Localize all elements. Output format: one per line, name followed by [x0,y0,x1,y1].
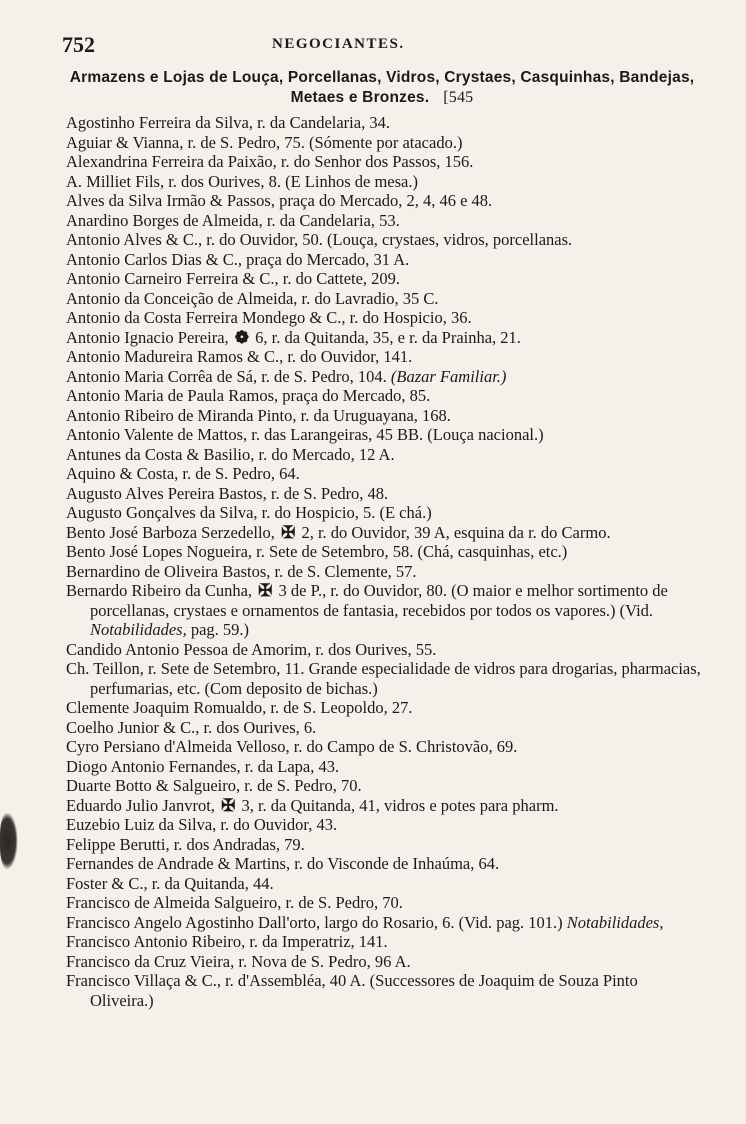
entry-text: Antonio Maria de Paula Ramos, praça do Mercado, 85. [66,386,431,405]
entry-text: Antonio da Conceição de Almeida, r. do Lavradio, 35 C. [66,288,439,308]
entry-text: Antonio Valente de Mattos, r. das Larangeiras, 45 BB. (Louça nacional.) [66,425,544,444]
directory-entry [66,289,702,309]
directory-entry [66,659,702,698]
entry-text: Duarte Botto & Salgueiro, r. de S. Pedro, 70. [66,776,362,795]
entry-text: A. Milliet Fils, r. dos Ourives, 8. (E Linhos de mesa.) [66,171,418,191]
entry-text: 2, r. do Ouvidor, 39 A, esquina da r. do Carmo. [301,522,611,542]
entry-text: Francisco de Almeida Salgueiro, r. de S. Pedro, 70. [66,893,403,912]
directory-entry [66,542,702,562]
directory-entry [66,250,702,270]
entry-text: Aguiar & Vianna, r. de S. Pedro, 75. (Sómente por atacado.) [66,132,463,152]
decoration-mark-icon: ✠ [221,795,236,815]
entry-text: Antonio Alves & C., r. do Ouvidor, 50. (Louça, crystaes, vidros, porcellanas. [66,230,573,249]
directory-entry [66,269,702,289]
entry-text: 3, r. da Quitanda, 41, vidros e potes para pharm. [241,795,559,815]
directory-entry [66,425,702,445]
entry-text: Antonio Carlos Dias & C., praça do Mercado, 31 A. [66,249,410,269]
entry-text: Antunes da Costa & Basilio, r. do Mercado, 12 A. [66,444,395,464]
entry-text: (Bazar Familiar.) [390,366,507,386]
directory-entry [66,523,702,543]
section-number: [545 [443,89,474,106]
directory-entry [66,640,702,660]
directory-entry [66,386,702,406]
entry-text: Clemente Joaquim Romualdo, r. de S. Leopoldo, 27. [66,698,413,717]
entry-text: Antonio Carneiro Ferreira & C., r. do Cattete, 209. [66,269,401,288]
directory-entry [66,172,702,192]
page-stain [0,812,18,870]
entry-text: Francisco Angelo Agostinho Dall'orto, largo do Rosario, 6. (Vid. [66,912,493,932]
directory-entry [66,347,702,367]
directory-entry [66,757,702,777]
directory-entry [66,445,702,465]
decoration-mark-icon: ✠ [281,522,296,542]
directory-entry [66,796,702,816]
entry-text: Anardino Borges de Almeida, r. da Candelaria, 53. [66,210,400,230]
directory-entry [66,133,702,153]
directory-entry [66,971,702,1010]
directory-entry [66,562,702,582]
directory-entry [66,308,702,328]
directory-entry [66,737,702,757]
entry-text: Augusto Gonçalves da Silva, r. do Hospicio, 5. (E chá.) [66,503,432,522]
entry-text: 6, r. da Quitanda, 35, e r. da Prainha, 21. [255,327,521,347]
directory-entry [66,932,702,952]
directory-entry [66,230,702,250]
directory-entry [66,406,702,426]
entry-text: Francisco Villaça & C., r. d'Assembléa, 40 A. (Successores de Joaquim de Souza Pinto Oliveira.) [66,971,638,1010]
entry-text: pag. 59.) [190,620,250,639]
directory-entry [66,776,702,796]
entry-text: Eduardo Julio Janvrot, [66,795,215,815]
directory-entry [66,191,702,211]
directory-entries [66,113,702,1010]
entry-text: Alexandrina Ferreira da Paixão, r. do Senhor dos Passos, 156. [66,152,474,171]
entry-text: Antonio da Costa Ferreira Mondego & C., r. do Hospicio, 36. [66,308,472,327]
decoration-mark-icon: ✠ [258,581,273,600]
entry-text: Bernardino de Oliveira Bastos, r. de S. Clemente, 57. [66,561,417,581]
entry-text: Foster & C., r. da Quitanda, 44. [66,873,274,893]
entry-text: pag. 101.) [496,912,563,932]
entry-text: Aquino & Costa, r. de S. Pedro, 64. [66,464,300,483]
directory-entry [66,893,702,913]
entry-text: Diogo Antonio Fernandes, r. da Lapa, 43. [66,756,340,776]
entry-text: Alves da Silva Irmão & Passos, praça do Mercado, 2, 4, 46 e 48. [66,191,493,210]
entry-text: Francisco da Cruz Vieira, r. Nova de S. Pedro, 96 A. [66,951,411,971]
directory-entry [66,718,702,738]
entry-text: Felippe Berutti, r. dos Andradas, 79. [66,834,305,854]
entry-text: Ch. Teillon, r. Sete de Setembro, 11. Grande especialidade de vidros para drogarias, pharmacias, perfumarias, etc. (Com deposito de bichas.) [66,659,701,698]
directory-entry [66,952,702,972]
directory-entry [66,367,702,387]
directory-entry [66,484,702,504]
entry-text: Augusto Alves Pereira Bastos, r. de S. Pedro, 48. [66,483,389,503]
directory-entry [66,328,702,348]
directory-entry [66,211,702,231]
directory-entry [66,854,702,874]
running-head [62,32,702,58]
directory-entry [66,698,702,718]
entry-text: Fernandes de Andrade & Martins, r. do Visconde de Inhaúma, 64. [66,854,500,873]
entry-text: Bento José Lopes Nogueira, r. Sete de Setembro, 58. (Chá, casquinhas, etc.) [66,542,568,561]
entry-text: Euzebio Luiz da Silva, r. do Ouvidor, 43. [66,815,338,834]
directory-entry [66,503,702,523]
page-number: 752 [62,32,95,57]
entry-text: Candido Antonio Pessoa de Amorim, r. dos Ourives, 55. [66,639,437,659]
directory-entry [66,464,702,484]
entry-text: Notabilidades, [90,620,187,639]
directory-entry [66,113,702,133]
directory-entry [66,913,702,933]
entry-text: Notabilidades, [566,912,664,932]
entry-text: 3 de P., r. do Ouvidor, 80. (O maior e melhor sortimento de porcellanas, crystaes e ornamentos de fantasia, recebidos por todos os vapores.) (Vid. [90,581,668,620]
entry-text: Agostinho Ferreira da Silva, r. da Candelaria, 34. [66,113,390,132]
entry-text: Francisco Antonio Ribeiro, r. da Imperatriz, 141. [66,932,388,951]
entry-text: Antonio Ribeiro de Miranda Pinto, r. da Uruguayana, 168. [66,405,451,425]
running-title: NEGOCIANTES. [272,36,405,52]
section-heading [62,68,702,108]
decoration-mark-icon: ❁ [234,327,250,347]
directory-entry [66,152,702,172]
entry-text: Antonio Ignacio Pereira, [66,327,229,347]
entry-text: Coelho Junior & C., r. dos Ourives, 6. [66,717,317,737]
directory-entry [66,581,702,640]
directory-entry [66,835,702,855]
entry-text: Bernardo Ribeiro da Cunha, [66,581,253,600]
section-heading-text: Armazens e Lojas de Louça, Porcellanas, Vidros, Crystaes, Casquinhas, Bandejas, Metaes e Bronzes. [69,69,695,106]
entry-text: Antonio Madureira Ramos & C., r. do Ouvidor, 141. [66,347,413,366]
directory-entry [66,874,702,894]
entry-text: Bento José Barboza Serzedello, [66,522,275,542]
entry-text: Cyro Persiano d'Almeida Velloso, r. do Campo de S. Christovão, 69. [66,737,518,756]
directory-entry [66,815,702,835]
entry-text: Antonio Maria Corrêa de Sá, r. de S. Pedro, 104. [66,366,387,386]
